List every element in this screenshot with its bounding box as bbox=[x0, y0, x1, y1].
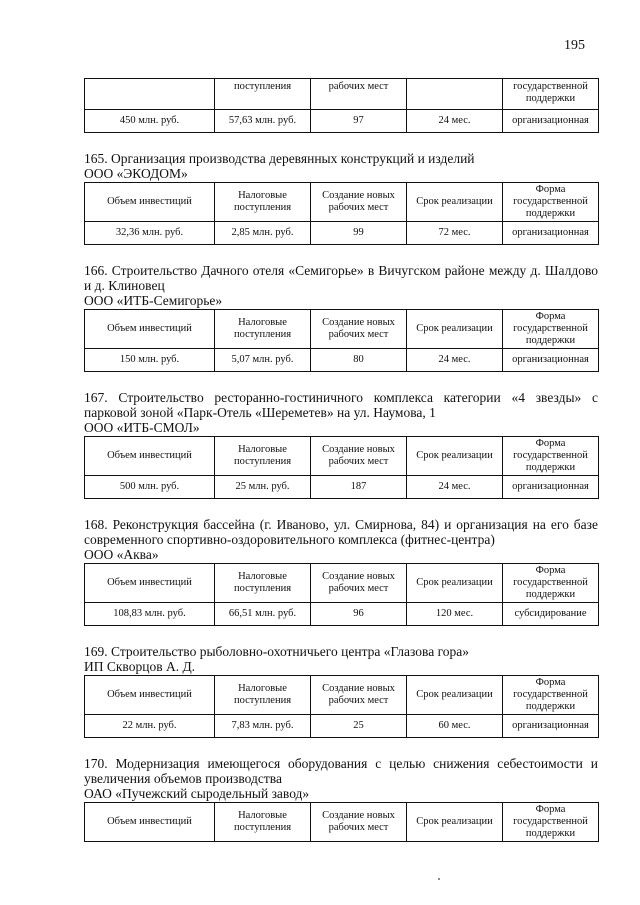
cont-jobs: 97 bbox=[311, 110, 407, 133]
header-jobs: Создание новых рабочих мест bbox=[311, 310, 407, 349]
value-tax: 5,07 млн. руб. bbox=[215, 349, 311, 372]
project-table bbox=[84, 309, 599, 372]
header-investment: Объем инвестиций bbox=[85, 310, 215, 349]
project-org: ИП Скворцов А. Д. bbox=[84, 659, 196, 674]
project-section bbox=[84, 644, 598, 738]
project-org: ООО «ИТБ-Семигорье» bbox=[84, 293, 223, 308]
value-support: организационная bbox=[503, 222, 599, 245]
header-tax: Налоговые поступления bbox=[215, 437, 311, 476]
cont-header-term bbox=[407, 79, 503, 110]
header-investment: Объем инвестиций bbox=[85, 676, 215, 715]
scan-speck bbox=[438, 878, 440, 880]
header-tax: Налоговые поступления bbox=[215, 676, 311, 715]
value-term: 120 мес. bbox=[407, 603, 503, 626]
cont-header-investment bbox=[85, 79, 215, 110]
value-investment: 108,83 млн. руб. bbox=[85, 603, 215, 626]
header-support: Форма государственной поддержки bbox=[503, 564, 599, 603]
value-support: субсидирование bbox=[503, 603, 599, 626]
project-section bbox=[84, 517, 598, 626]
header-tax: Налоговые поступления bbox=[215, 310, 311, 349]
project-org: ОАО «Пучежский сыродельный завод» bbox=[84, 786, 310, 801]
value-jobs: 80 bbox=[311, 349, 407, 372]
project-heading: 170. Модернизация имеющегося оборудования с целью снижения себестоимости и увеличения объемов производства bbox=[84, 756, 598, 786]
header-term: Срок реализации bbox=[407, 310, 503, 349]
cont-support: организационная bbox=[503, 110, 599, 133]
value-investment: 22 млн. руб. bbox=[85, 715, 215, 738]
cont-term: 24 мес. bbox=[407, 110, 503, 133]
project-table bbox=[84, 802, 599, 842]
project-heading: 169. Строительство рыболовно-охотничьего центра «Глазова гора» bbox=[84, 644, 470, 659]
document-body bbox=[84, 78, 598, 842]
header-term: Срок реализации bbox=[407, 564, 503, 603]
header-tax: Налоговые поступления bbox=[215, 803, 311, 842]
header-investment: Объем инвестиций bbox=[85, 183, 215, 222]
project-heading: 166. Строительство Дачного отеля «Семигорье» в Вичугском районе между д. Шалдово и д. Клиновец bbox=[84, 263, 598, 293]
header-jobs: Создание новых рабочих мест bbox=[311, 564, 407, 603]
header-jobs: Создание новых рабочих мест bbox=[311, 676, 407, 715]
value-term: 60 мес. bbox=[407, 715, 503, 738]
header-term: Срок реализации bbox=[407, 437, 503, 476]
project-section bbox=[84, 756, 598, 842]
header-jobs: Создание новых рабочих мест bbox=[311, 183, 407, 222]
cont-investment: 450 млн. руб. bbox=[85, 110, 215, 133]
header-jobs: Создание новых рабочих мест bbox=[311, 437, 407, 476]
header-support: Форма государственной поддержки bbox=[503, 803, 599, 842]
value-tax: 66,51 млн. руб. bbox=[215, 603, 311, 626]
value-investment: 32,36 млн. руб. bbox=[85, 222, 215, 245]
continued-table bbox=[84, 78, 599, 133]
cont-tax: 57,63 млн. руб. bbox=[215, 110, 311, 133]
header-investment: Объем инвестиций bbox=[85, 803, 215, 842]
value-support: организационная bbox=[503, 476, 599, 499]
header-support: Форма государственной поддержки bbox=[503, 310, 599, 349]
header-term: Срок реализации bbox=[407, 676, 503, 715]
project-heading: 165. Организация производства деревянных конструкций и изделий bbox=[84, 151, 475, 166]
header-support: Форма государственной поддержки bbox=[503, 183, 599, 222]
project-org: ООО «ЭКОДОМ» bbox=[84, 166, 188, 181]
value-jobs: 96 bbox=[311, 603, 407, 626]
value-tax: 2,85 млн. руб. bbox=[215, 222, 311, 245]
header-term: Срок реализации bbox=[407, 183, 503, 222]
value-support: организационная bbox=[503, 715, 599, 738]
cont-header-jobs: рабочих мест bbox=[311, 79, 407, 110]
value-jobs: 25 bbox=[311, 715, 407, 738]
value-tax: 7,83 млн. руб. bbox=[215, 715, 311, 738]
project-table bbox=[84, 563, 599, 626]
header-support: Форма государственной поддержки bbox=[503, 437, 599, 476]
project-table bbox=[84, 436, 599, 499]
header-jobs: Создание новых рабочих мест bbox=[311, 803, 407, 842]
project-org: ООО «Аква» bbox=[84, 547, 159, 562]
value-term: 24 мес. bbox=[407, 476, 503, 499]
header-tax: Налоговые поступления bbox=[215, 564, 311, 603]
header-support: Форма государственной поддержки bbox=[503, 676, 599, 715]
value-investment: 500 млн. руб. bbox=[85, 476, 215, 499]
project-table bbox=[84, 675, 599, 738]
header-investment: Объем инвестиций bbox=[85, 437, 215, 476]
header-investment: Объем инвестиций bbox=[85, 564, 215, 603]
project-section bbox=[84, 390, 598, 499]
project-section bbox=[84, 263, 598, 372]
value-support: организационная bbox=[503, 349, 599, 372]
value-jobs: 187 bbox=[311, 476, 407, 499]
project-heading: 167. Строительство ресторанно-гостиничного комплекса категории «4 звезды» с парковой зоной «Парк-Отель «Шереметев» на ул. Наумова, 1 bbox=[84, 390, 598, 420]
project-section bbox=[84, 151, 598, 245]
cont-header-support: государственной поддержки bbox=[503, 79, 599, 110]
header-term: Срок реализации bbox=[407, 803, 503, 842]
project-heading: 168. Реконструкция бассейна (г. Иваново, ул. Смирнова, 84) и организация на его базе современного спортивно-оздоровительного комплекса (фитнес-центра) bbox=[84, 517, 598, 547]
value-investment: 150 млн. руб. bbox=[85, 349, 215, 372]
cont-header-tax: поступления bbox=[215, 79, 311, 110]
project-org: ООО «ИТБ-СМОЛ» bbox=[84, 420, 200, 435]
header-tax: Налоговые поступления bbox=[215, 183, 311, 222]
page-number: 195 bbox=[564, 38, 585, 53]
project-table bbox=[84, 182, 599, 245]
value-term: 72 мес. bbox=[407, 222, 503, 245]
value-jobs: 99 bbox=[311, 222, 407, 245]
value-term: 24 мес. bbox=[407, 349, 503, 372]
value-tax: 25 млн. руб. bbox=[215, 476, 311, 499]
